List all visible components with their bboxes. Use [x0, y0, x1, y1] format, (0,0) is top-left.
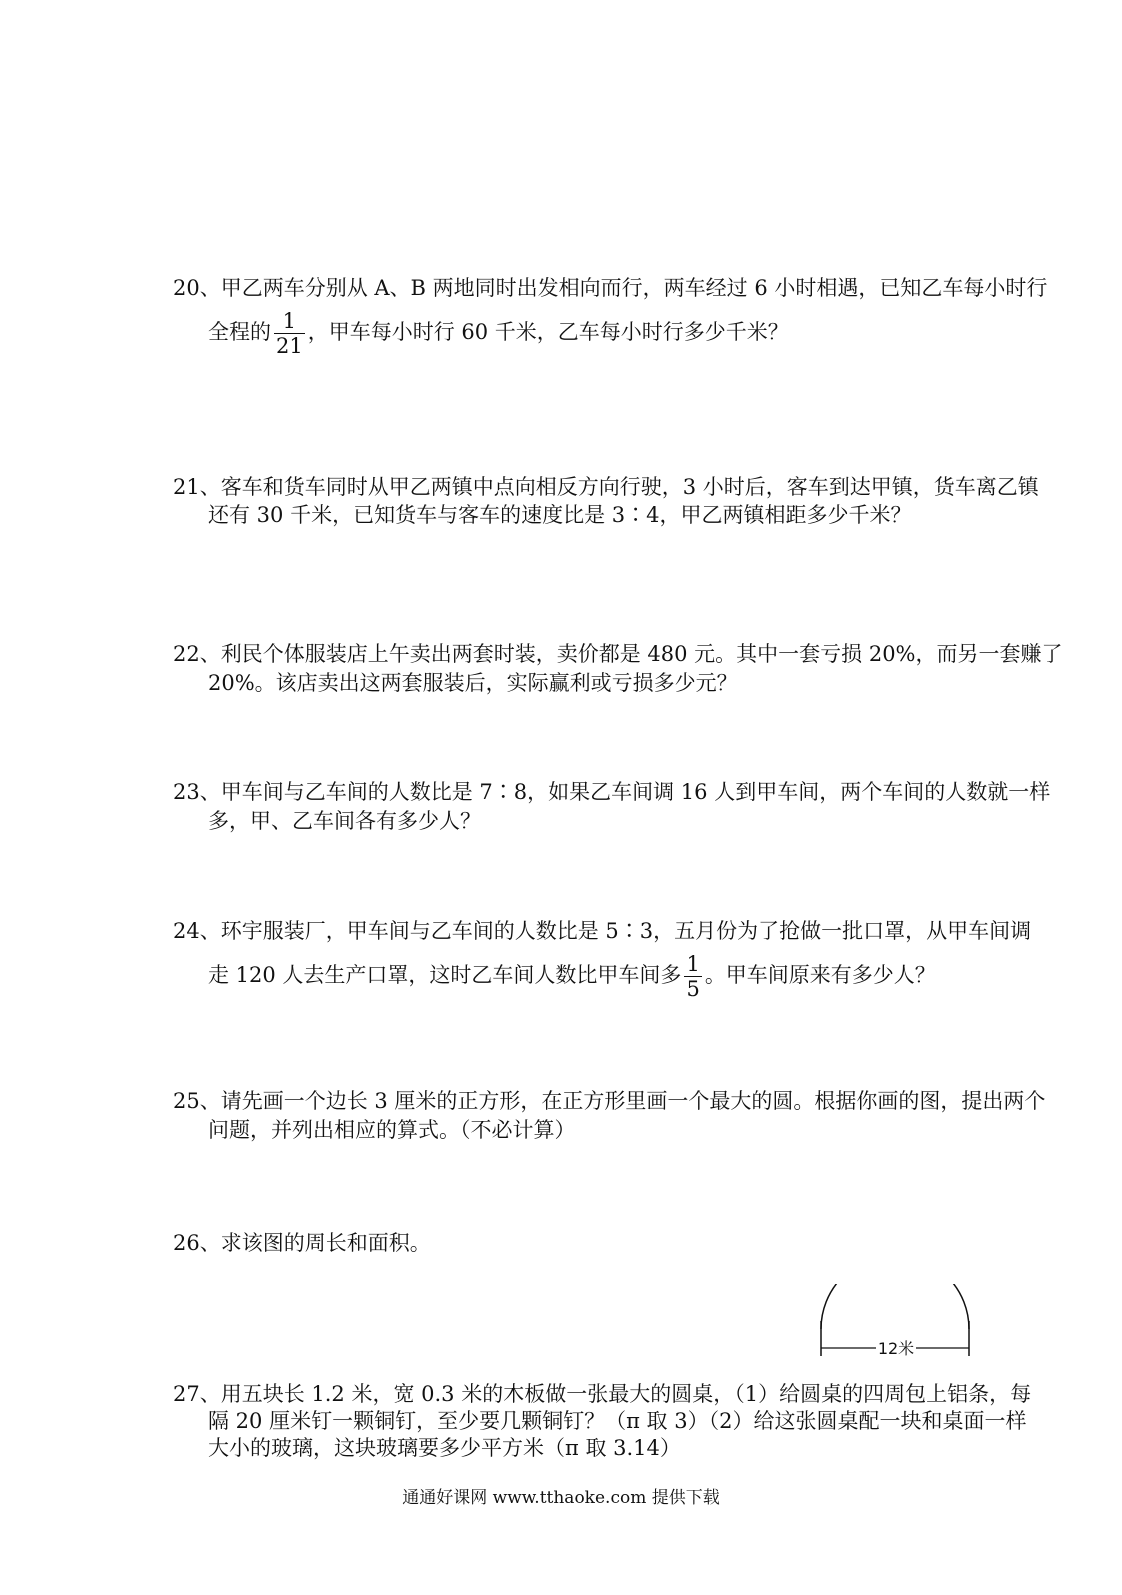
question-24-line-1: 24、环宇服装厂，甲车间与乙车间的人数比是 5∶3，五月份为了抢做一批口罩，从甲车间调 [173, 919, 1032, 943]
question-24-line-2 [208, 953, 936, 1000]
fraction-denominator: 21 [276, 334, 303, 359]
semicircle-figure [812, 1284, 978, 1364]
question-20-line-2 [208, 310, 789, 357]
question-27-line-2: 隔 20 厘米钉一颗铜钉，至少要几颗铜钉？（π 取 3）（2）给这张圆桌配一块和桌面一样 [208, 1409, 1027, 1433]
page-footer: 通通好课网 www.tthaoke.com 提供下载 [402, 1488, 720, 1508]
question-25-line-1: 25、请先画一个边长 3 厘米的正方形，在正方形里画一个最大的圆。根据你画的图，提出两个 [173, 1089, 1046, 1113]
question-20-text-after: ，甲车每小时行 60 千米，乙车每小时行多少千米？ [307, 320, 789, 345]
question-23-line-2: 多，甲、乙车间各有多少人？ [208, 809, 481, 833]
question-24-text-before: 走 120 人去生产口罩，这时乙车间人数比甲车间多 [208, 963, 682, 988]
question-22-line-2: 20%。该店卖出这两套服装后，实际赢利或亏损多少元？ [208, 671, 738, 695]
question-20-line-1: 20、甲乙两车分别从 A、B 两地同时出发相向而行，两车经过 6 小时相遇，已知乙车每小时行 [173, 276, 1048, 300]
semicircle-diagram [812, 1284, 978, 1364]
question-22-line-1: 22、利民个体服装店上午卖出两套时装，卖价都是 480 元。其中一套亏损 20%，而另一套赚了 [173, 642, 1063, 666]
semicircle-arc [821, 1284, 969, 1329]
dimension-label: 12米 [877, 1339, 915, 1358]
question-26-line-1: 26、求该图的周长和面积。 [173, 1231, 431, 1255]
question-21-line-1: 21、客车和货车同时从甲乙两镇中点向相反方向行驶，3 小时后，客车到达甲镇，货车离乙镇 [173, 475, 1039, 499]
fraction-numerator: 1 [282, 309, 297, 333]
fraction-numerator: 1 [686, 952, 700, 976]
fraction-denominator: 5 [686, 977, 700, 1002]
question-27-line-1: 27、用五块长 1.2 米，宽 0.3 米的木板做一张最大的圆桌，（1）给圆桌的四周包上铝条，每 [173, 1382, 1032, 1406]
question-27-line-3: 大小的玻璃，这块玻璃要多少平方米（π 取 3.14） [208, 1436, 681, 1460]
question-24-text-after: 。甲车间原来有多少人？ [704, 963, 936, 988]
fraction-1-5 [684, 953, 701, 1000]
question-25-line-2: 问题，并列出相应的算式。（不必计算） [208, 1118, 576, 1142]
fraction-1-21 [274, 310, 305, 357]
question-21-line-2: 还有 30 千米，已知货车与客车的速度比是 3∶4，甲乙两镇相距多少千米？ [208, 503, 912, 527]
question-20-text-before: 全程的 [208, 320, 271, 345]
question-23-line-1: 23、甲车间与乙车间的人数比是 7∶8，如果乙车间调 16 人到甲车间，两个车间的人数就一样 [173, 780, 1051, 804]
